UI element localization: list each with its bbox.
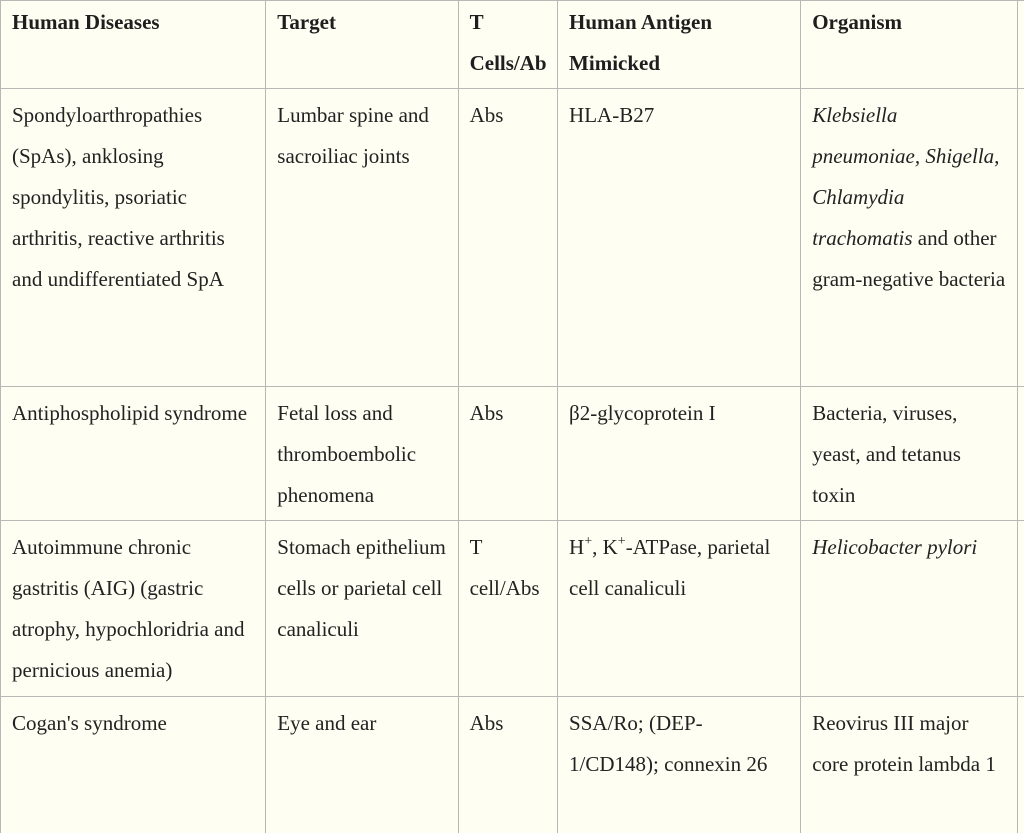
cell-organism: Bacteria, viruses, yeast, and tetanus toxin [801, 387, 1018, 521]
antigen-text: H [569, 535, 585, 559]
cell-antigen: HLA-B27 [558, 89, 801, 387]
header-target: Target [266, 1, 458, 89]
header-organism: Organism [801, 1, 1018, 89]
cell-organism [801, 89, 1018, 387]
header-human-diseases: Human Diseases [1, 1, 266, 89]
cell-organism: Helicobacter pylori [801, 521, 1018, 697]
cell-cells: Abs [458, 387, 557, 521]
cell-target: Eye and ear [266, 697, 458, 833]
table-row [1, 89, 1024, 387]
cell-disease: Antiphospholipid syndrome [1, 387, 266, 521]
cell-cut-column [1017, 387, 1024, 521]
cell-antigen: SSA/Ro; (DEP-1/CD148); connexin 26 [558, 697, 801, 833]
cell-cut-column [1017, 89, 1024, 387]
cell-disease: Cogan's syndrome [1, 697, 266, 833]
cell-cells: T cell/Abs [458, 521, 557, 697]
cell-disease: Spondyloarthropathies (SpAs), anklosing spondylitis, psoriatic arthritis, reactive arthritis and undifferentiated SpA [1, 89, 266, 387]
table-header-row [1, 1, 1024, 89]
header-cut-column [1017, 1, 1024, 89]
cell-target: Stomach epithelium cells or parietal cell canaliculi [266, 521, 458, 697]
table-row [1, 387, 1024, 521]
antigen-text: -ATPase, parietal cell canaliculi [569, 535, 771, 600]
cell-cells: Abs [458, 697, 557, 833]
antigen-text: , K [592, 535, 618, 559]
header-t-cells-ab: T Cells/Ab [458, 1, 557, 89]
cell-disease: Autoimmune chronic gastritis (AIG) (gastric atrophy, hypochloridria and pernicious anemia) [1, 521, 266, 697]
cell-target: Fetal loss and thromboembolic phenomena [266, 387, 458, 521]
cell-antigen [558, 521, 801, 697]
header-human-antigen-mimicked: Human Antigen Mimicked [558, 1, 801, 89]
organism-text: and other gram-negative bacteria [812, 226, 1006, 291]
antigen-superscript: + [617, 534, 626, 549]
antigen-superscript: + [584, 534, 593, 549]
cell-target: Lumbar spine and sacroiliac joints [266, 89, 458, 387]
table-row [1, 521, 1024, 697]
cell-organism: Reovirus III major core protein lambda 1 [801, 697, 1018, 833]
cell-cells: Abs [458, 89, 557, 387]
cell-cut-column [1017, 697, 1024, 833]
organism-italic: Klebsiella pneumoniae, Shigella, Chlamydia trachomatis [812, 103, 1000, 250]
cell-cut-column [1017, 521, 1024, 697]
cell-antigen: β2-glycoprotein I [558, 387, 801, 521]
table-row [1, 697, 1024, 833]
